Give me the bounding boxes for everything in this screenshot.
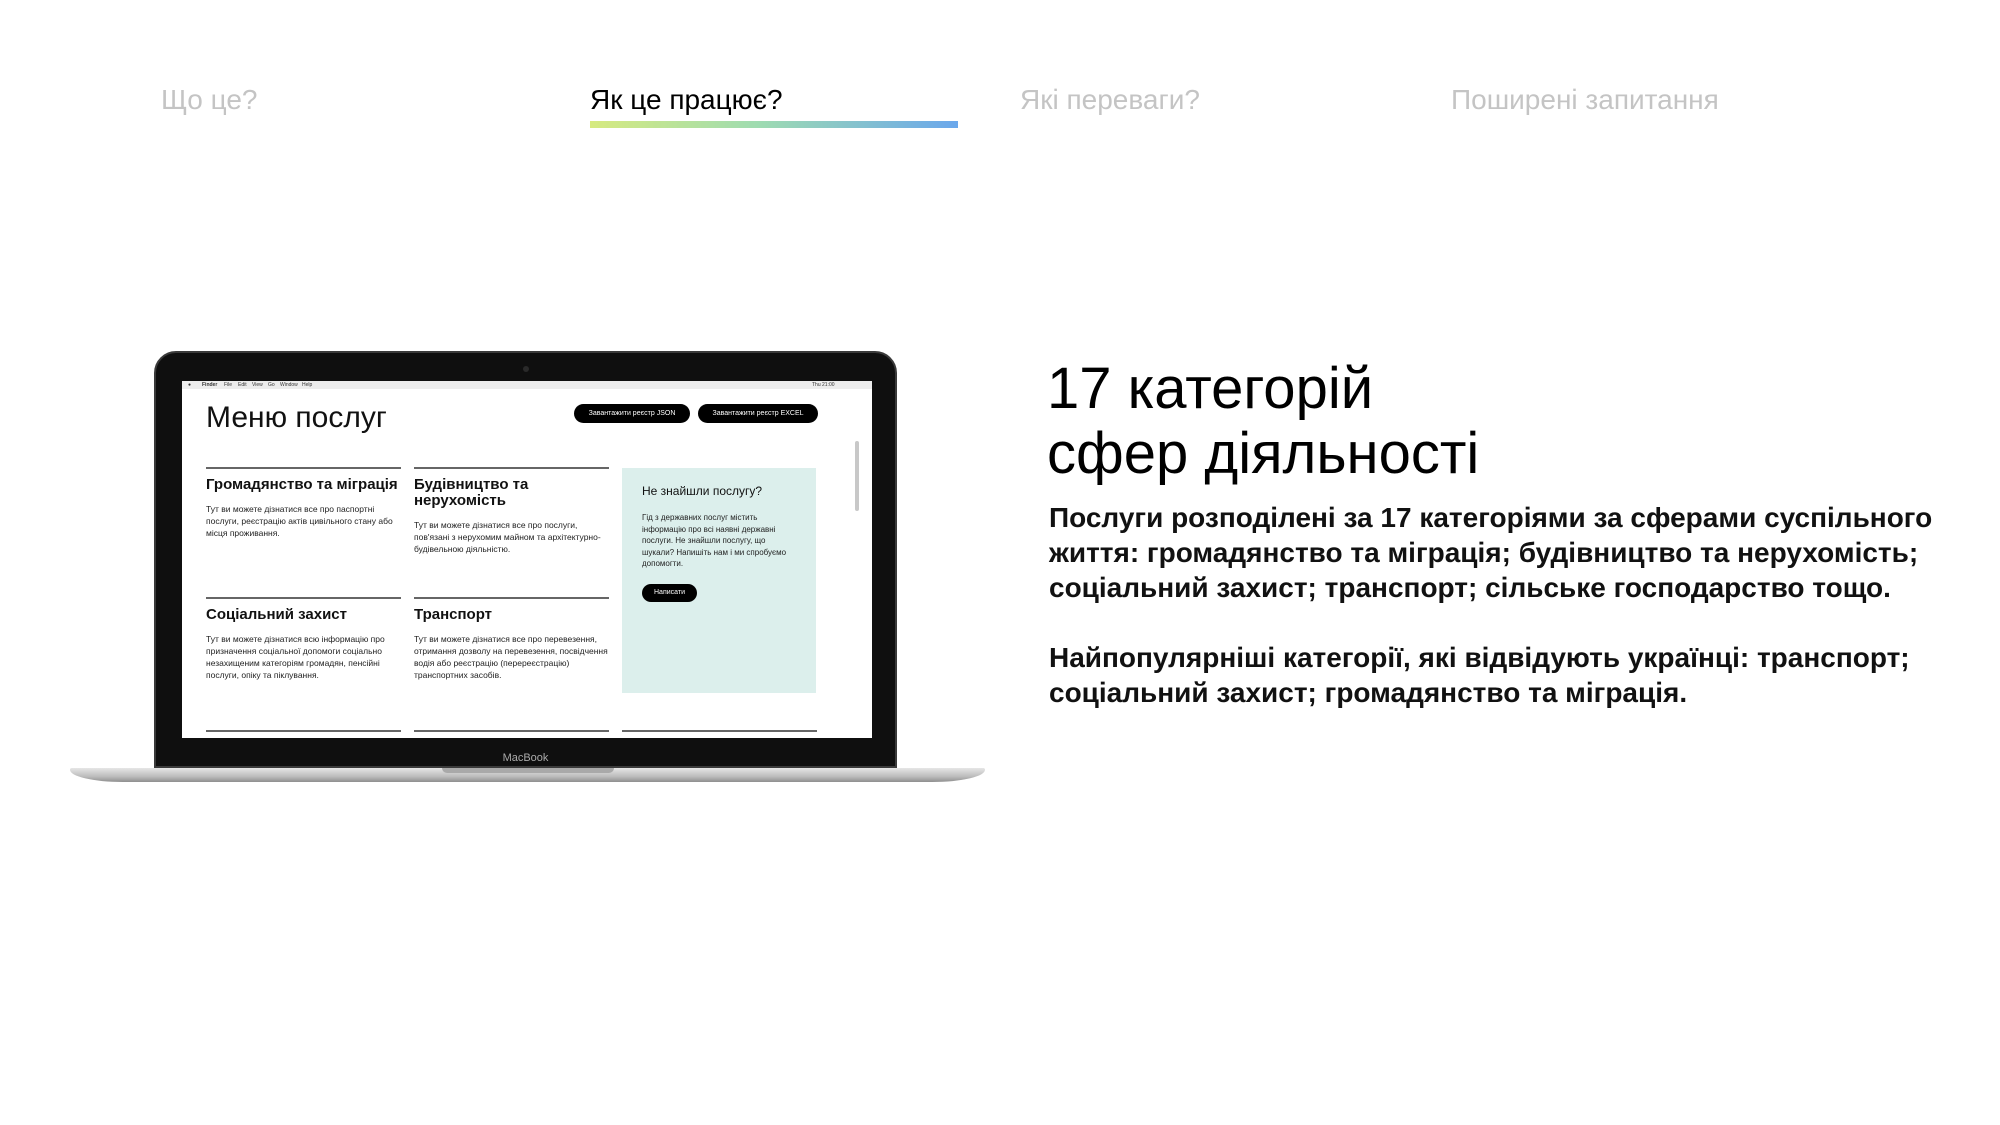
category-card[interactable] — [414, 467, 609, 555]
headline-line-2: сфер діяльності — [1047, 421, 1480, 486]
tab-how-it-works[interactable]: Як це працює? — [590, 84, 783, 115]
category-card-text: Тут ви можете дізнатися все про послуги, пов'язані з нерухомим майном та архітектурно-будівельною діяльністю. — [414, 520, 601, 554]
screen-page-title: Меню послуг — [206, 401, 387, 434]
menubar-item-edit: Edit — [238, 382, 247, 388]
divider — [414, 730, 609, 732]
divider — [206, 730, 401, 732]
headline-line-1: 17 категорій — [1047, 356, 1374, 421]
category-card-text: Тут ви можете дізнатися всю інформацію про призначення соціальної допомоги соціально незахищеним категоріям громадян, пенсійні послуги, опіку та піклування. — [206, 634, 385, 680]
menubar-app: Finder — [202, 382, 218, 388]
write-us-button[interactable]: Написати — [642, 584, 697, 602]
description-paragraph-1: Послуги розподілені за 17 категоріями за сферами суспільного життя: громадянство та міграція; будівництво та нерухомість; соціальний захист; транспорт; сільське господарство тощо. — [1049, 502, 1933, 603]
download-excel-button[interactable]: Завантажити реєстр EXCEL — [698, 404, 818, 423]
category-card[interactable] — [206, 467, 401, 539]
camera-icon — [523, 366, 529, 372]
category-card-text: Тут ви можете дізнатися все про паспортні послуги, реєстрацію актів цивільного стану або місця проживання. — [206, 504, 393, 538]
tab-advantages[interactable]: Які переваги? — [1020, 84, 1200, 115]
laptop-screen — [182, 381, 872, 738]
os-menubar — [182, 381, 872, 389]
menubar-item-view: View — [252, 382, 263, 388]
help-card-title: Не знайшли послугу? — [642, 484, 763, 498]
section-tabs — [0, 0, 2000, 140]
menubar-item-help: Help — [302, 382, 313, 388]
help-card-text: Гід з державних послуг містить інформацію про всі наявні державні послуги. Не знайшли послугу, що шукали? Напишіть нам і ми спробуємо допомогти. — [642, 513, 787, 568]
category-card-title: Соціальний захист — [206, 606, 347, 623]
laptop-lid — [154, 351, 897, 768]
laptop-base-notch — [442, 768, 614, 773]
tab-what-is-it[interactable]: Що це? — [161, 84, 258, 115]
category-card-text: Тут ви можете дізнатися все про перевезення, отримання дозволу на перевезення, посвідчення водія або реєстрацію (перереєстрацію) транспортних засобів. — [414, 634, 608, 680]
laptop-brand-label: MacBook — [502, 752, 549, 764]
menubar-item-file: File — [224, 382, 233, 388]
apple-icon: ● — [188, 382, 192, 388]
help-card — [622, 468, 816, 693]
category-card[interactable] — [206, 597, 401, 681]
category-card-title: Будівництво та нерухомість — [414, 476, 529, 509]
menubar-item-go: Go — [268, 382, 275, 388]
laptop-mockup — [70, 350, 985, 785]
category-card[interactable] — [414, 597, 609, 681]
category-card-title: Громадянство та міграція — [206, 476, 398, 493]
category-card-title: Транспорт — [414, 606, 493, 623]
divider — [622, 730, 817, 732]
download-json-button[interactable]: Завантажити реєстр JSON — [574, 404, 690, 423]
tab-faq[interactable]: Поширені запитання — [1451, 84, 1719, 115]
description-paragraph-2: Найпопулярніші категорії, які відвідують українці: транспорт; соціальний захист; громадянство та міграція. — [1049, 642, 1910, 708]
menubar-clock: Thu 21:00 — [812, 382, 835, 388]
section-description — [1049, 500, 1949, 710]
section-headline — [1047, 356, 1827, 486]
screen-scrollbar[interactable] — [855, 441, 859, 511]
menubar-item-window: Window — [280, 382, 298, 388]
active-tab-indicator — [590, 121, 958, 128]
